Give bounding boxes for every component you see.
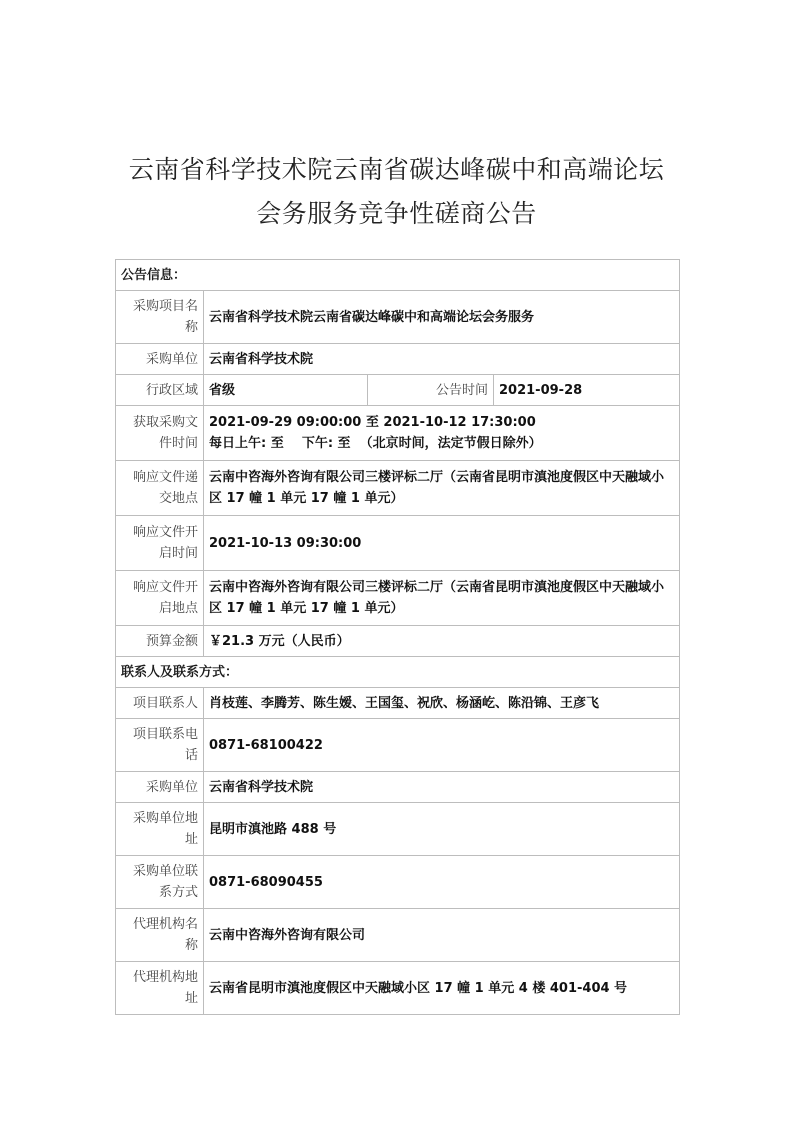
open-place-value: 云南中咨海外咨询有限公司三楼评标二厅（云南省昆明市滇池度假区中天融域小区 17 幢 1 单元 17 幢 1 单元） [204,571,680,626]
publish-date-label: 公告时间 [368,375,494,406]
purchaser-contact-label: 采购单位联系方式 [116,856,204,909]
submit-place-label: 响应文件递交地点 [116,461,204,516]
table-row [116,688,680,719]
table-row [116,626,680,657]
project-phone-value: 0871-68100422 [204,719,680,772]
project-name-value: 云南省科学技术院云南省碳达峰碳中和高端论坛会务服务 [204,291,680,344]
submit-place-value: 云南中咨海外咨询有限公司三楼评标二厅（云南省昆明市滇池度假区中天融域小区 17 幢 1 单元 17 幢 1 单元） [204,461,680,516]
doc-obtain-time-value [204,406,680,461]
project-name-label: 采购项目名称 [116,291,204,344]
open-time-value: 2021-10-13 09:30:00 [204,516,680,571]
agency-address-label: 代理机构地址 [116,962,204,1015]
agency-name-value: 云南中咨海外咨询有限公司 [204,909,680,962]
table-row [116,461,680,516]
page-title [100,148,693,236]
table-row [116,803,680,856]
purchaser-address-label: 采购单位地址 [116,803,204,856]
announcement-table [115,259,680,1015]
doc-obtain-time-note: 每日上午: 至 下午: 至 （北京时间，法定节假日除外） [209,436,542,451]
project-phone-label: 项目联系电话 [116,719,204,772]
contacts-header: 联系人及联系方式： [116,657,680,688]
table-row [116,260,680,291]
contact-purchaser-label: 采购单位 [116,772,204,803]
table-row [116,856,680,909]
table-row [116,291,680,344]
table-row [116,657,680,688]
publish-date-value: 2021-09-28 [494,375,680,406]
budget-label: 预算金额 [116,626,204,657]
agency-address-value: 云南省昆明市滇池度假区中天融域小区 17 幢 1 单元 4 楼 401-404 号 [204,962,680,1015]
table-row [116,344,680,375]
table-row [116,772,680,803]
purchaser-contact-value: 0871-68090455 [204,856,680,909]
project-contact-label: 项目联系人 [116,688,204,719]
announcement-info-header: 公告信息： [116,260,680,291]
title-line-1: 云南省科学技术院云南省碳达峰碳中和高端论坛 [128,155,665,184]
table-row [116,516,680,571]
table-row [116,406,680,461]
contact-purchaser-value: 云南省科学技术院 [204,772,680,803]
purchaser-value: 云南省科学技术院 [204,344,680,375]
doc-obtain-time-range: 2021-09-29 09:00:00 至 2021-10-12 17:30:00 [209,415,536,430]
table-row [116,375,680,406]
region-value: 省级 [204,375,368,406]
project-contact-value: 肖枝莲、李腾芳、陈生嫒、王国玺、祝欣、杨涵屹、陈沿锦、王彦飞 [204,688,680,719]
table-row [116,909,680,962]
budget-value: ￥21.3 万元（人民币） [204,626,680,657]
table-row [116,962,680,1015]
purchaser-label: 采购单位 [116,344,204,375]
region-label: 行政区域 [116,375,204,406]
open-place-label: 响应文件开启地点 [116,571,204,626]
purchaser-address-value: 昆明市滇池路 488 号 [204,803,680,856]
open-time-label: 响应文件开启时间 [116,516,204,571]
table-row [116,719,680,772]
table-row [116,571,680,626]
title-line-2: 会务服务竞争性磋商公告 [256,199,537,228]
agency-name-label: 代理机构名称 [116,909,204,962]
doc-obtain-time-label: 获取采购文件时间 [116,406,204,461]
